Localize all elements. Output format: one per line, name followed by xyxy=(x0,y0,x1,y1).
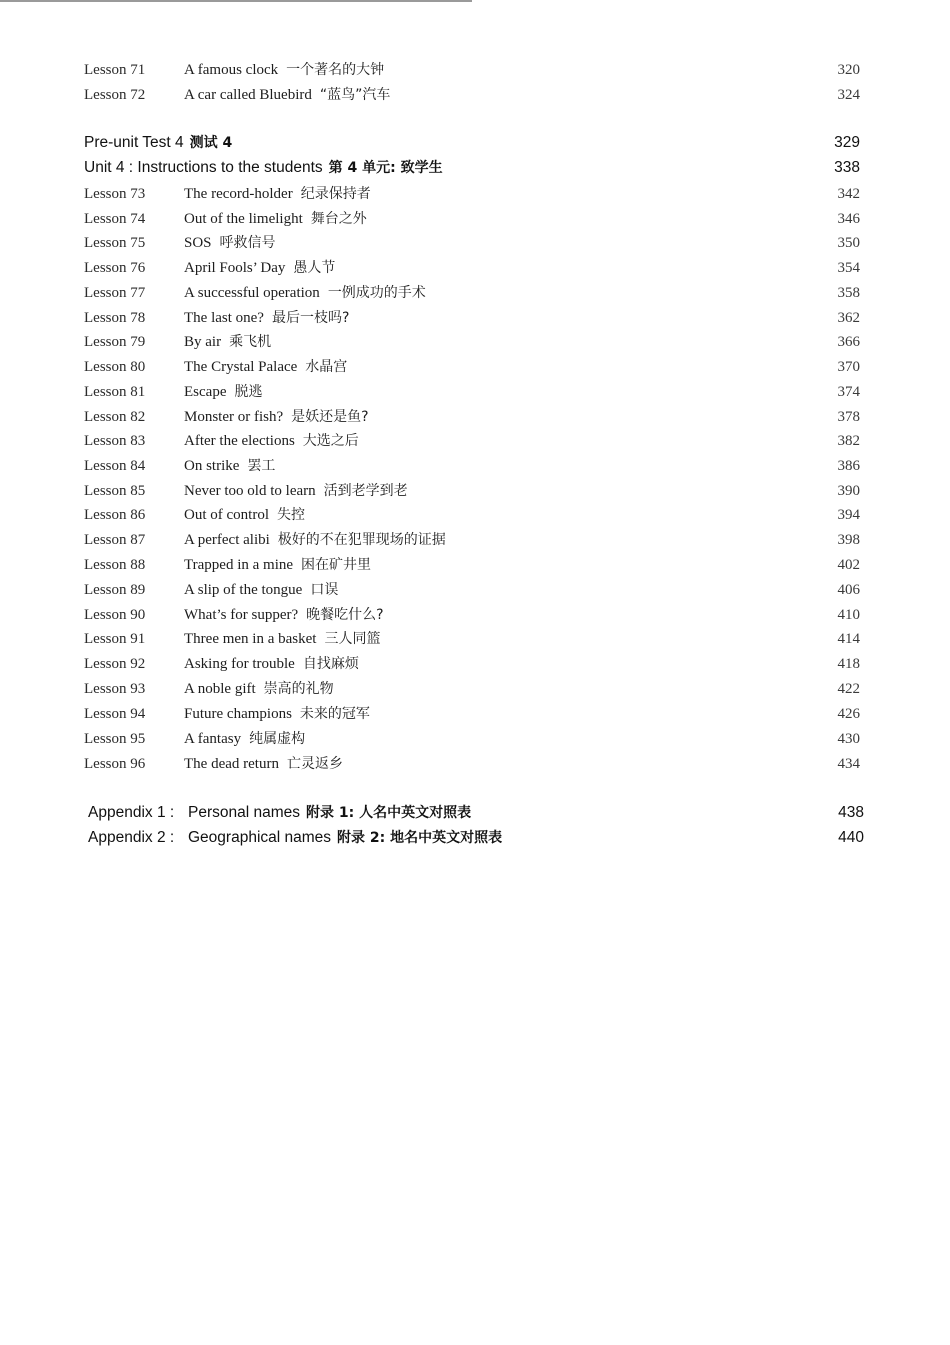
lesson-title xyxy=(184,58,384,82)
lesson-number: Lesson 79 xyxy=(84,334,146,350)
appendix-title xyxy=(188,801,471,825)
lesson-title-en: By air xyxy=(184,334,222,350)
lesson-title-zh: 崇高的礼物 xyxy=(263,681,334,697)
appendix-title xyxy=(188,826,502,850)
lesson-title-zh: 亡灵返乡 xyxy=(286,756,343,772)
page-number: 366 xyxy=(837,334,860,350)
lesson-number: Lesson 77 xyxy=(84,285,146,301)
toc-row-lesson-77[interactable] xyxy=(0,281,950,305)
toc-row-lesson-75[interactable] xyxy=(0,231,950,255)
lesson-title-en: The dead return xyxy=(184,756,279,772)
page-number: 430 xyxy=(837,731,860,747)
toc-row-lesson-92[interactable] xyxy=(0,652,950,676)
lesson-title-en: Trapped in a mine xyxy=(184,557,294,573)
lesson-title-en: After the elections xyxy=(184,433,295,449)
page-number: 370 xyxy=(837,359,860,375)
lesson-number: Lesson 78 xyxy=(84,310,146,326)
appendix-title-en: Geographical names xyxy=(188,829,332,846)
lesson-title-en: A famous clock xyxy=(184,62,279,78)
toc-row-lesson-87[interactable] xyxy=(0,528,950,552)
toc-row-lesson-91[interactable] xyxy=(0,627,950,651)
toc-row-lesson-86[interactable] xyxy=(0,503,950,527)
lesson-number: Lesson 87 xyxy=(84,532,146,548)
lesson-title xyxy=(184,454,275,478)
page-number: 324 xyxy=(837,87,860,103)
lesson-title xyxy=(184,677,334,701)
lesson-title-en: Never too old to learn xyxy=(184,483,316,499)
lesson-number: Lesson 92 xyxy=(84,656,146,672)
toc-row-lesson-84[interactable] xyxy=(0,454,950,478)
lesson-title-zh: 一个著名的大钟 xyxy=(286,62,385,78)
lesson-title-zh: 活到老学到老 xyxy=(323,483,408,499)
lesson-title-zh: 三人同篮 xyxy=(324,631,381,647)
toc-row-lesson-83[interactable] xyxy=(0,429,950,453)
appendix-title-en: Personal names xyxy=(188,804,301,821)
page-number: 438 xyxy=(838,804,864,821)
page-number: 410 xyxy=(837,607,860,623)
lesson-title xyxy=(184,182,371,206)
page-number: 394 xyxy=(837,507,860,523)
lesson-title-zh: 晚餐吃什么? xyxy=(306,607,384,623)
lesson-number: Lesson 75 xyxy=(84,235,146,251)
page-number: 320 xyxy=(837,62,860,78)
page-number: 418 xyxy=(837,656,860,672)
lesson-number: Lesson 73 xyxy=(84,186,146,202)
toc-row-lesson-94[interactable] xyxy=(0,702,950,726)
toc-row-lesson-89[interactable] xyxy=(0,578,950,602)
lesson-title xyxy=(184,256,335,280)
lesson-title-zh: 一例成功的手术 xyxy=(327,285,426,301)
toc-row-lesson-80[interactable] xyxy=(0,355,950,379)
lesson-title xyxy=(184,281,426,305)
lesson-title xyxy=(184,83,390,107)
lesson-number: Lesson 90 xyxy=(84,607,146,623)
toc-row-lesson-85[interactable] xyxy=(0,479,950,503)
page-number: 362 xyxy=(837,310,860,326)
lesson-number: Lesson 74 xyxy=(84,211,146,227)
lesson-title-en: A noble gift xyxy=(184,681,256,697)
toc-row-lesson-96[interactable] xyxy=(0,752,950,776)
lesson-title-zh: 脱逃 xyxy=(234,384,263,400)
toc-row-unit-4[interactable] xyxy=(0,156,950,180)
toc-row-lesson-82[interactable] xyxy=(0,405,950,429)
lesson-title-zh: 最后一枝吗? xyxy=(271,310,350,326)
page-number: 402 xyxy=(837,557,860,573)
lesson-number: Lesson 93 xyxy=(84,681,146,697)
toc-row-lesson-81[interactable] xyxy=(0,380,950,404)
lesson-number: Lesson 83 xyxy=(84,433,146,449)
lesson-title-en: A car called Bluebird xyxy=(184,87,312,103)
appendix-title-zh: 附录 2: 地名中英文对照表 xyxy=(337,830,503,846)
lesson-title xyxy=(184,503,305,527)
lesson-title-en: Monster or fish? xyxy=(184,409,284,425)
lesson-title-en: A fantasy xyxy=(184,731,242,747)
appendix-label: Appendix 1 : xyxy=(88,804,175,821)
lesson-title xyxy=(184,627,380,651)
toc-row-lesson-76[interactable] xyxy=(0,256,950,280)
lesson-title-en: Out of the limelight xyxy=(184,211,303,227)
lesson-title xyxy=(184,355,347,379)
toc-row-lesson-93[interactable] xyxy=(0,677,950,701)
page-number: 414 xyxy=(837,631,860,647)
section-heading xyxy=(84,156,443,180)
lesson-title-en: April Fools’ Day xyxy=(184,260,286,276)
lesson-title-zh: 是妖还是鱼? xyxy=(291,409,369,425)
lesson-number: Lesson 86 xyxy=(84,507,146,523)
page-number: 398 xyxy=(837,532,860,548)
lesson-number: Lesson 84 xyxy=(84,458,146,474)
page-number: 338 xyxy=(834,159,860,176)
lesson-title xyxy=(184,553,371,577)
lesson-title-en: A successful operation xyxy=(184,285,320,301)
appendix-title-zh: 附录 1: 人名中英文对照表 xyxy=(306,805,472,821)
lesson-number: Lesson 82 xyxy=(84,409,146,425)
lesson-title xyxy=(184,752,343,776)
lesson-title xyxy=(184,702,370,726)
lesson-title xyxy=(184,306,349,330)
lesson-title-zh: 困在矿井里 xyxy=(301,557,372,573)
lesson-title-zh: 舞台之外 xyxy=(310,211,367,227)
page-number: 358 xyxy=(837,285,860,301)
section-heading-zh: 第 4 单元: 致学生 xyxy=(328,160,443,176)
page-number: 422 xyxy=(837,681,860,697)
lesson-number: Lesson 76 xyxy=(84,260,146,276)
lesson-number: Lesson 71 xyxy=(84,62,146,78)
lesson-title-zh: “蓝鸟”汽车 xyxy=(319,87,391,103)
lesson-title xyxy=(184,578,338,602)
lesson-title-zh: 纯属虚构 xyxy=(249,731,306,747)
page-number: 342 xyxy=(837,186,860,202)
section-heading-zh: 测试 4 xyxy=(189,135,233,151)
page-number: 440 xyxy=(838,829,864,846)
lesson-number: Lesson 85 xyxy=(84,483,146,499)
page-number: 378 xyxy=(837,409,860,425)
page-number: 386 xyxy=(837,458,860,474)
lesson-title-zh: 未来的冠军 xyxy=(299,706,370,722)
page-number: 354 xyxy=(837,260,860,276)
lesson-title xyxy=(184,207,367,231)
section-heading-en: Unit 4 : Instructions to the students xyxy=(84,159,323,176)
lesson-title-en: What’s for supper? xyxy=(184,607,299,623)
lesson-title xyxy=(184,652,359,676)
toc-row-lesson-79[interactable] xyxy=(0,330,950,354)
lesson-title-en: Out of control xyxy=(184,507,269,523)
lesson-title-en: Escape xyxy=(184,384,227,400)
page-number: 350 xyxy=(837,235,860,251)
lesson-title xyxy=(184,429,359,453)
lesson-number: Lesson 88 xyxy=(84,557,146,573)
lesson-title-zh: 大选之后 xyxy=(302,433,359,449)
page-number: 390 xyxy=(837,483,860,499)
lesson-title-zh: 自找麻烦 xyxy=(302,656,359,672)
page-number: 434 xyxy=(837,756,860,772)
toc-row-lesson-90[interactable] xyxy=(0,603,950,627)
lesson-number: Lesson 72 xyxy=(84,87,146,103)
toc-row-lesson-72[interactable] xyxy=(0,83,950,107)
toc-row-pre-unit-test[interactable] xyxy=(0,131,950,155)
lesson-title-en: The last one? xyxy=(184,310,264,326)
lesson-title xyxy=(184,528,446,552)
lesson-title xyxy=(184,330,271,354)
toc-row-lesson-88[interactable] xyxy=(0,553,950,577)
section-heading xyxy=(84,131,232,155)
lesson-number: Lesson 94 xyxy=(84,706,146,722)
lesson-title-en: Three men in a basket xyxy=(184,631,317,647)
lesson-title-en: The record-holder xyxy=(184,186,293,202)
page-number: 346 xyxy=(837,211,860,227)
lesson-title-en: On strike xyxy=(184,458,240,474)
lesson-title-zh: 罢工 xyxy=(247,458,276,474)
lesson-number: Lesson 96 xyxy=(84,756,146,772)
lesson-number: Lesson 95 xyxy=(84,731,146,747)
lesson-title-zh: 愚人节 xyxy=(293,260,336,276)
toc-row-appendix-1[interactable] xyxy=(0,801,950,825)
page-number: 382 xyxy=(837,433,860,449)
toc-row-lesson-78[interactable] xyxy=(0,306,950,330)
lesson-title-zh: 乘飞机 xyxy=(229,334,272,350)
lesson-number: Lesson 91 xyxy=(84,631,146,647)
lesson-title xyxy=(184,479,408,503)
lesson-title xyxy=(184,405,369,429)
toc-row-appendix-2[interactable] xyxy=(0,826,950,850)
page-number: 426 xyxy=(837,706,860,722)
lesson-title-zh: 极好的不在犯罪现场的证据 xyxy=(277,532,446,548)
lesson-title-zh: 纪录保持者 xyxy=(300,186,371,202)
lesson-title-en: Future champions xyxy=(184,706,292,722)
lesson-title-en: A slip of the tongue xyxy=(184,582,303,598)
toc-row-lesson-71[interactable] xyxy=(0,58,950,82)
toc-row-lesson-95[interactable] xyxy=(0,727,950,751)
toc-row-lesson-73[interactable] xyxy=(0,182,950,206)
lesson-title xyxy=(184,231,276,255)
lesson-title xyxy=(184,727,305,751)
page-number: 374 xyxy=(837,384,860,400)
lesson-title xyxy=(184,603,384,627)
lesson-number: Lesson 80 xyxy=(84,359,146,375)
lesson-title-en: Asking for trouble xyxy=(184,656,295,672)
lesson-title-en: A perfect alibi xyxy=(184,532,270,548)
lesson-number: Lesson 81 xyxy=(84,384,146,400)
page-number: 406 xyxy=(837,582,860,598)
section-heading-en: Pre-unit Test 4 xyxy=(84,134,184,151)
top-rule xyxy=(0,0,472,2)
page-number: 329 xyxy=(834,134,860,151)
lesson-title-zh: 失控 xyxy=(276,507,305,523)
lesson-title-en: The Crystal Palace xyxy=(184,359,298,375)
lesson-title-zh: 水晶宫 xyxy=(305,359,348,375)
lesson-title-zh: 口误 xyxy=(310,582,339,598)
toc-row-lesson-74[interactable] xyxy=(0,207,950,231)
lesson-title-zh: 呼救信号 xyxy=(219,235,276,251)
lesson-title xyxy=(184,380,262,404)
lesson-number: Lesson 89 xyxy=(84,582,146,598)
lesson-title-en: SOS xyxy=(184,235,212,251)
appendix-label: Appendix 2 : xyxy=(88,829,175,846)
